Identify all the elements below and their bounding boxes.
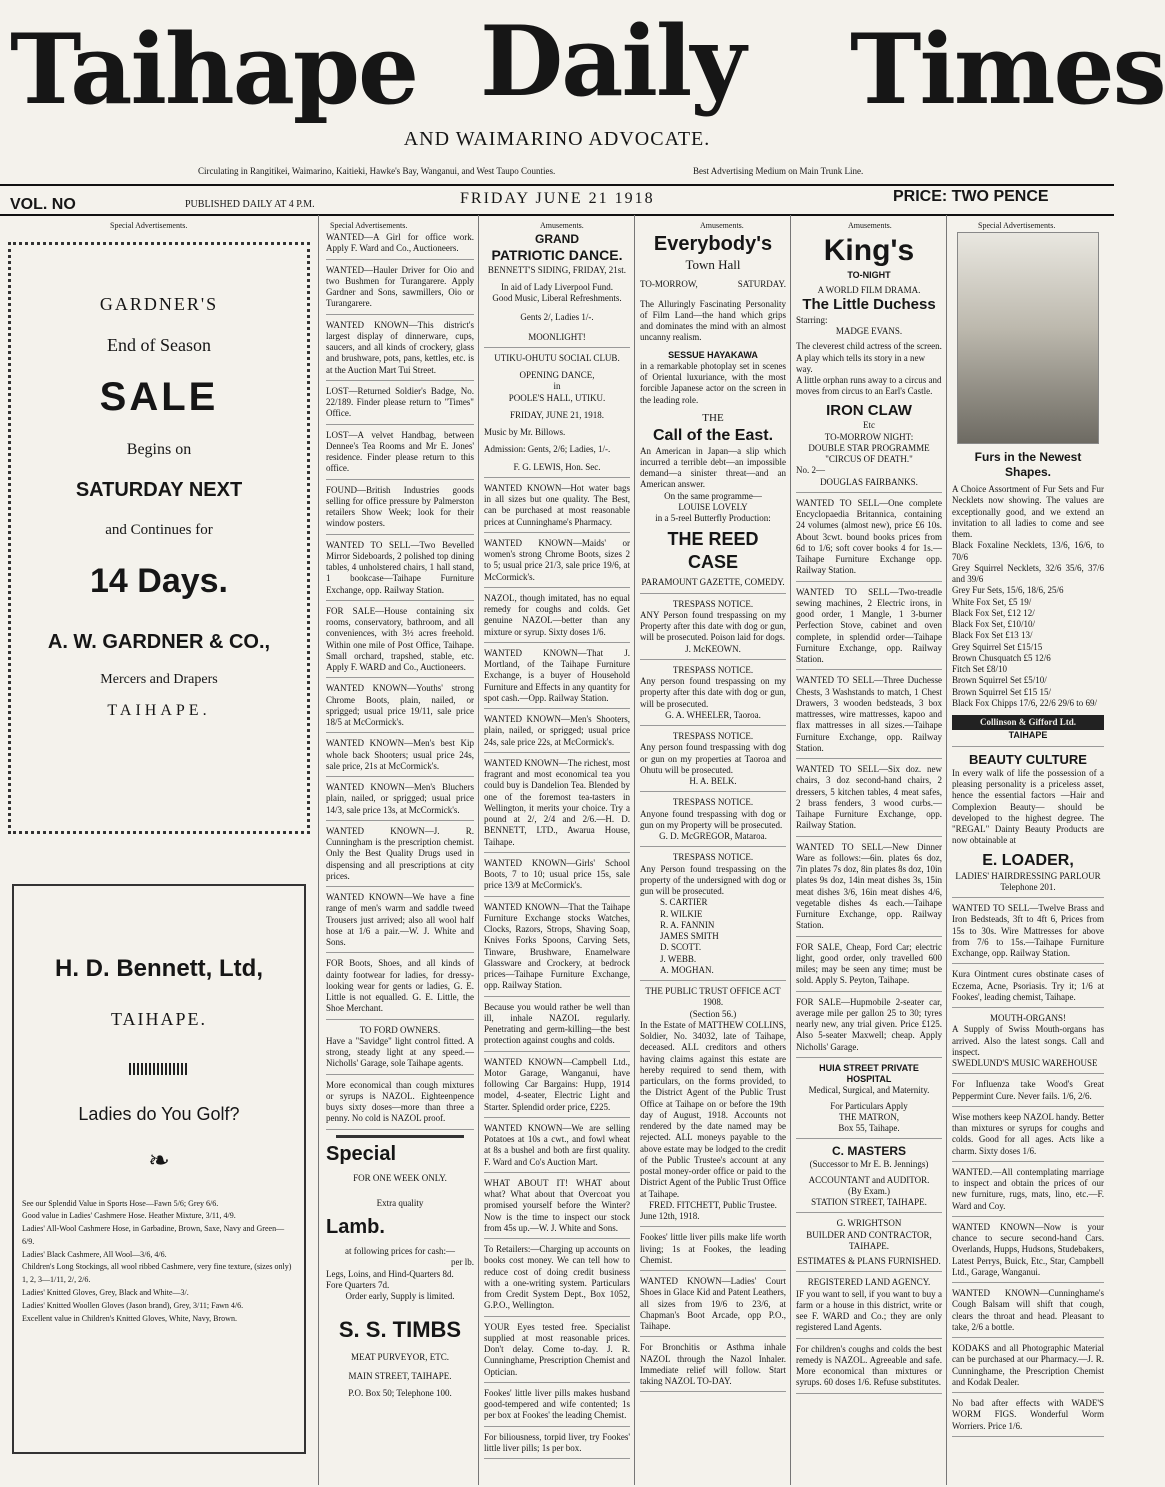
loader-sub: LADIES' HAIRDRESSING PARLOUR — [955, 870, 1101, 881]
play-desc: A play which tells its story in a new way. — [796, 352, 925, 374]
furs-item: Brown Squirrel Set £5/10/ — [952, 675, 1047, 686]
trust-date: June 12th, 1918. — [640, 1211, 700, 1221]
trust-title: THE PUBLIC TRUST OFFICE ACT 1908. — [645, 986, 781, 1008]
gardner-continues: and Continues for — [105, 522, 213, 538]
classified-ad: WANTED KNOWN—That the Taihape Furniture Exchange stocks Watches, Clocks, Razors, Strops, Shaving Soap, Knives Forks Spoons, Carving Sets, Tinware, Brushware, Enamelware Glassware and Crockery, at bedrock prices—Taihape Furniture Exchange, opp. Railway Station. — [484, 902, 630, 997]
bennett-item: Ladies' All-Wool Cashmere Hose, in Garbadine, Brown, Saxe, Navy and Green—6/9. — [22, 1224, 285, 1246]
classified-ad: WANTED KNOWN—Cunninghame's Cough Balsam will shift that cough, clears the throat and head. Pleasant to take, 2/6 a bottle. — [952, 1288, 1104, 1338]
classified-ad: WANTED KNOWN—This district's largest display of dinnerware, cups, saucers, and all kinds of crockery, glass and brushware, pots, pans, kettles, etc. is at the Auction Mart Tui Street. — [326, 320, 474, 381]
collinson-town: TAIHAPE — [1008, 730, 1048, 741]
classified-ad: LOST—A velvet Handbag, between Dennee's Tea Rooms and Mr E. Jones' residence. Finder please return to this office. — [326, 430, 474, 480]
gardner-days: 14 Days. — [90, 561, 228, 600]
classified-ad: FOR SALE—House containing six rooms, conservatory, bathroom, and all conveniences, with 3½ acres freehold. Within one mile of Post Office, Taihape. Small orchard, trapshed, stable, etc. Apply F. WARD and Co., Auctioneers. — [326, 606, 474, 679]
classified-ad: WANTED TO SELL—Twelve Brass and Iron Bedsteads, 3ft to 4ft 6, Prices from 15s to 30s. Wire Mattresses for above from 7/6 to 15s.—Taihape Furniture Exchange, opp. Railway Station. — [952, 903, 1104, 964]
hospital-box: Box 55, Taihape. — [838, 1123, 900, 1133]
classified-ad: WANTED KNOWN—That J. Mortland, of the Taihape Furniture Exchange, is a buyer of Household Furniture and Effects in any quantity for spot cash.—Opp. Railway Station. — [484, 648, 630, 709]
call-desc: An American in Japan—a slip which incurred a terrible debt—an impossible demand—a sinister threat—and an American answer. — [640, 445, 786, 490]
utiku-date: FRIDAY, JUNE 21, 1918. — [509, 409, 605, 420]
furs-item: Grey Squirrel Set £15/15 — [952, 641, 1043, 652]
timbs-trade: MEAT PURVEYOR, ETC. — [350, 1351, 450, 1362]
furs-ad — [952, 232, 1104, 747]
nazol-ad: More economical than cough mixtures or syrups is NAZOL. Eighteenpence buys sixty doses—more than three a penny. No cold is NAZOL proof. — [326, 1080, 474, 1130]
trespass-notice — [640, 852, 786, 981]
call-of-east: Call of the East. — [652, 426, 774, 444]
dance-gents: Gents 2/, Ladies 1/-. — [520, 312, 594, 323]
gazette: PARAMOUNT GAZETTE, COMEDY. — [641, 577, 785, 588]
column-2 — [326, 232, 474, 1480]
utiku-dance-ad — [484, 353, 630, 478]
dance-where: BENNETT'S SIDING, FRIDAY, 21st. — [487, 264, 627, 275]
column-head-6: Special Advertisements. — [978, 221, 1056, 230]
classified-ad: YOUR Eyes tested free. Specialist supplied at most reasonable prices. Don't delay. Come to-day. J. R. Cunninghame, Prescription Chemist and Optician. — [484, 1322, 630, 1383]
trust-body: In the Estate of MATTHEW COLLINS, Soldier, No. 34032, late of Taihape, deceased. ALL creditors and others having claims against this estate are hereby required to send them, with particulars, on the forms provided, to the District Agent of the Public Trust Office at Taihape on or before the 19th day of August, 1918. Accounts not rendered by the date named may be rejected. ALL moneys payable to the above estate may be lodged to the credit of the Public Trustee's account at any postal money-order office or paid to the District Agent of the Public Trust Office at Taihape. — [640, 1019, 786, 1199]
furs-item: Grey Fur Sets, 15/6, 18/6, 25/6 — [952, 585, 1064, 596]
trespass-body: Anyone found trespassing with dog or gun on my Property will be prosecuted. — [640, 808, 786, 830]
land-agency-ad — [796, 1277, 942, 1338]
classified-ad: FOR SALE, Cheap, Ford Car; electric light, good order, only travelled 600 miles; may be seen any time; must be sold. Apply S. Peyton, Taihape. — [796, 942, 942, 992]
wrightson-est: ESTIMATES & PLANS FURNISHED. — [797, 1256, 941, 1266]
tomorrow-label: TO-MORROW, — [640, 279, 698, 290]
classified-ad: Kura Ointment cures obstinate cases of Eczema, Acne, Psoriasis. Try it; 1/6 at Fookes', leading chemist, Taihape. — [952, 969, 1104, 1008]
trespass-sig: G. A. WHEELER, Taoroa. — [665, 709, 761, 720]
published-line: PUBLISHED DAILY AT 4 P.M. — [185, 199, 315, 210]
trespass-name: S. CARTIER — [660, 897, 708, 908]
classified-ad: WANTED TO SELL—Two-treadle sewing machines, 2 Electric irons, in good order, 1 Mangle, 1 3-burner Perfection Stove, cabinet and oven complete, in splendid order—Taihape Furniture Exchange, opp. Railway Station. — [796, 587, 942, 671]
tonight: TO-NIGHT — [847, 269, 891, 280]
masters-exam: (By Exam.) — [848, 1185, 890, 1196]
tomorrow-night: TO-MORROW NIGHT: — [824, 431, 914, 442]
no-2: No. 2— — [796, 465, 825, 476]
douglas-fairbanks: DOUGLAS FAIRBANKS. — [820, 476, 918, 487]
land-body: IF you want to sell, if you want to buy a farm or a house in this district, write or see F. WARD and Co.; they are only registered Land Agents. — [796, 1288, 942, 1333]
lamb-order: Order early, Supply is limited. — [345, 1291, 455, 1301]
etc: Etc — [863, 420, 875, 431]
hospital-ad — [796, 1063, 942, 1140]
masters-succ: (Successor to Mr E. B. Jennings) — [809, 1159, 929, 1170]
collinson-gifford-logo: Collinson & Gifford Ltd. — [952, 715, 1104, 730]
timbs-box: P.O. Box 50; Telephone 100. — [348, 1388, 452, 1399]
beauty-title: BEAUTY CULTURE — [969, 751, 1087, 767]
bennett-item: Ladies' Knitted Gloves, Grey, Black and White—3/. — [22, 1288, 189, 1298]
everybodys-intro: The Alluringly Fascinating Personality of Film Land—the hand which grips and dominates the mind with an almost uncanny realism. — [640, 298, 786, 343]
bennett-item: Ladies' Knitted Woollen Gloves (Jason brand), Grey, 3/11; Fawn 4/6. — [22, 1300, 244, 1310]
classified-ad: WANTED KNOWN—Men's Bluchers plain, nailed, or sprigged; usual price 14/3, sale price 13s, at McCormick's. — [326, 782, 474, 821]
grand-heading: GRAND — [535, 232, 579, 246]
classified-ad: WANTED—Hauler Driver for Oio and two Bushmen for Turangarere. Apply Gardner and Sons, sawmillers, Oio or Turangarere. — [326, 265, 474, 315]
fashion-illustration — [957, 232, 1099, 444]
dance-aid: In aid of Lady Liverpool Fund. — [501, 281, 613, 292]
classified-ad: WANTED KNOWN—Maids' or women's strong Chrome Boots, sizes 2 to 5; usual price 21/3, sale price 19/6, at McCormick's. — [484, 538, 630, 588]
classified-ad: WANTED KNOWN—We are selling Potatoes at 10s a cwt., and fowl wheat at 8s a bushel and both are first quality. F. Ward and Co's Auction Mart. — [484, 1123, 630, 1173]
classified-ad: LOST—Returned Soldier's Badge, No. 22/189. Finder please return to "Times" Office. — [326, 386, 474, 425]
classified-ad: WANTED TO SELL—Six doz. new chairs, 3 doz second-hand chairs, 2 dressers, 5 kitchen tables, 4 meat safes, 2 brass fenders, 3 wood curbs.—Taihape Furniture Exchange, opp. Railway Station. — [796, 764, 942, 837]
land-title: REGISTERED LAND AGENCY. — [807, 1277, 931, 1288]
loader-tel: Telephone 201. — [1000, 881, 1056, 892]
trespass-sig: G. D. McGREGOR, Mataroa. — [659, 831, 767, 841]
trust-section: (Section 56.) — [689, 1008, 737, 1019]
trespass-body: Any Person found trespassing on the property of the undersigned with dog or gun will be prosecuted. — [640, 863, 786, 896]
gardner-saturday: SATURDAY NEXT — [75, 479, 243, 501]
loader-name: E. LOADER, — [982, 851, 1074, 869]
kings-ad — [796, 232, 942, 493]
furs-item: Brown Chusquatch £5 12/6 — [952, 652, 1051, 663]
trespass-name: R. A. FANNIN — [660, 919, 715, 930]
classified-ad: For Influenza take Wood's Great Peppermint Cure. Never fails. 1/6, 2/6. — [952, 1079, 1104, 1107]
nazol-ad: For children's coughs and colds the best remedy is NAZOL. Agreeable and safe. More economical than mixtures or syrups. 60 doses 1/6. Refuse substitutes. — [796, 1344, 942, 1394]
mouth-store: SWEDLUND'S MUSIC WAREHOUSE — [952, 1058, 1098, 1068]
utiku-hall: POOLE'S HALL, UTIKU. — [508, 392, 606, 403]
bennett-item: See our Splendid Value in Sports Hose—Fawn 5/6; Grey 6/6. — [22, 1198, 219, 1208]
column-rule — [478, 215, 479, 1485]
utiku-opening: OPENING DANCE, — [519, 370, 595, 380]
star-desc: in a remarkable photoplay set in scenes of Oriental luxuriance, with the most forcible Japanese actor on the screen in the leading role. — [640, 360, 786, 405]
ford-title: TO FORD OWNERS. — [359, 1024, 441, 1035]
rule-top — [0, 184, 1114, 186]
trespass-name: J. WEBB. — [660, 953, 697, 964]
column-rule — [946, 215, 947, 1485]
trespass-title: TRESPASS NOTICE. — [672, 598, 754, 609]
patriotic-heading: PATRIOTIC DANCE. — [491, 247, 623, 263]
classified-ad: NAZOL, though imitated, has no equal remedy for coughs and colds. Get genuine NAZOL—better than any mixture or syrup. Sixty doses 1/6. — [484, 593, 630, 643]
classified-ad: Fookes' little liver pills makes husband good-tempered and wife contented; 1s per box at Fookes' the leading Chemist. — [484, 1388, 630, 1427]
kings-heading: King's — [823, 234, 915, 267]
trespass-name: R. WILKIE — [660, 908, 703, 919]
trespass-body: Any person found trespassing with dog or gun on my properties at Taoroa and Ohutu will be prosecuted. — [640, 742, 786, 775]
classified-ad: WANTED KNOWN—Girls' School Boots, 7 to 10; usual price 15s, sale price 13/9 at McCormick's. — [484, 858, 630, 897]
timbs-ad — [326, 1142, 474, 1400]
beauty-culture-ad — [952, 752, 1104, 899]
gardner-town: TAIHAPE. — [107, 701, 211, 719]
gardner-sale: SALE — [99, 375, 219, 419]
issue-date: FRIDAY JUNE 21 1918 — [460, 190, 655, 207]
trespass-title: TRESPASS NOTICE. — [672, 731, 754, 741]
circulating-line: Circulating in Rangitikei, Waimarino, Kaitieki, Hawke's Bay, Wanganui, and West Taupo Counties. — [198, 166, 556, 176]
lamb-prices-intro: at following prices for cash:— — [345, 1246, 455, 1256]
one-week-line: FOR ONE WEEK ONLY. — [353, 1172, 447, 1183]
trespass-name: D. SCOTT. — [660, 942, 702, 953]
classified-ad: WANTED TO SELL—Two Bevelled Mirror Sideboards, 2 polished top dining tables, 4 unholstered chairs, 1 hall stand, 1 bookcase—Taihape Furniture Exchange, opp. Railway Station. — [326, 540, 474, 601]
gardner-name: GARDNER'S — [99, 294, 219, 314]
masthead-subtitle: AND WAIMARINO ADVOCATE. — [403, 128, 711, 150]
advertising-line: Best Advertising Medium on Main Trunk Line. — [693, 166, 864, 176]
lamb-legs: Legs, Loins, and Hind-Quarters 8d. — [326, 1268, 454, 1279]
trespass-title: TRESPASS NOTICE. — [672, 797, 754, 808]
bennett-ad — [12, 884, 306, 1454]
classified-ad: WANTED—A Girl for office work. Apply F. Ward and Co., Auctioneers. — [326, 232, 474, 260]
classified-ad: WANTED.—All contemplating marriage to inspect and obtain the prices of our new furniture, rugs, mats, lino, etc.—F. Ward and Coy. — [952, 1167, 1104, 1217]
furs-item: Black Fox Set, £10/10/ — [952, 619, 1035, 629]
classified-ad: WANTED TO SELL—Three Duchesse Chests, 3 Washstands to match, 1 Chest Drawers, 3 wooden bedsteads, 3 box mattresses, wire mattresses, kapoo and flax mattresses in all sizes.—Taihape Furniture Exchange, opp. Railway Station. — [796, 675, 942, 759]
town-hall: Town Hall — [685, 257, 741, 272]
classified-ad: WHAT ABOUT IT! WHAT about what? What about that Overcoat you promised yourself before the Winter? Now is the time to inspect our stock from 45s up.—W. J. White and Sons. — [484, 1178, 630, 1239]
gardner-end-season: End of Season — [107, 334, 211, 355]
column-head-4: Amusements. — [700, 221, 744, 230]
film-drama: A WORLD FILM DRAMA. — [817, 284, 921, 295]
column-6 — [952, 232, 1104, 1480]
wrightson-name: G. WRIGHTSON — [836, 1218, 902, 1229]
furs-item: Brown Squirrel Set £15 15/ — [952, 686, 1051, 697]
mouth-title: MOUTH-ORGANS! — [990, 1013, 1066, 1023]
ornament-icon: ❧ — [148, 1146, 170, 1175]
furs-item: Black Fox Set, £12 12/ — [952, 607, 1035, 618]
utiku-in: in — [553, 381, 561, 392]
starring: Starring: — [796, 314, 828, 325]
special-heading: Special — [326, 1142, 397, 1165]
trespass-notice — [640, 797, 786, 847]
madge-evans: MADGE EVANS. — [835, 326, 903, 336]
orphan-desc: A little orphan runs away to a circus and moves from circus to an Earl's Castle. — [796, 375, 942, 397]
furs-intro: A Choice Assortment of Fur Sets and Fur Necklets now showing. The values are exceptionally good, and we extend an invitation to all ladies to come and see them. — [952, 484, 1104, 539]
utiku-sec: F. G. LEWIS, Hon. Sec. — [513, 461, 601, 472]
masters-role: ACCOUNTANT and AUDITOR. — [808, 1174, 930, 1185]
ford-ad — [326, 1025, 474, 1075]
bennett-item: Ladies' Black Cashmere, All Wool—3/6, 4/6. — [22, 1249, 167, 1259]
lamb-heading: Lamb. — [326, 1216, 385, 1238]
hospital-matron: THE MATRON, — [839, 1111, 899, 1122]
classified-ad: WANTED KNOWN—The richest, most fragrant and most economical tea you could buy is Dandelion Tea. Blended by one of the foremost tea-tasters in Wellington, it merits your choice. Try a pound at 2/, 2/4 and 2/6.—H. D. BENNETT, LTD., Awarua House, Taihape. — [484, 758, 630, 853]
divider — [336, 1135, 464, 1138]
circus-of-death: "CIRCUS OF DEATH." — [825, 454, 913, 464]
bennett-town: TAIHAPE. — [110, 1009, 208, 1029]
golf-heading: Ladies do You Golf? — [78, 1103, 240, 1124]
trespass-sig: H. A. BELK. — [689, 776, 737, 786]
trespass-notice — [640, 599, 786, 660]
saturday-label: SATURDAY. — [737, 279, 786, 290]
hospital-apply: For Particulars Apply — [830, 1100, 908, 1111]
trespass-notice — [640, 665, 786, 726]
masthead-times: Times — [850, 13, 1165, 126]
hospital-sub: Medical, Surgical, and Maternity. — [808, 1085, 930, 1096]
everybodys-ad — [640, 232, 786, 594]
classified-ad: Because you would rather be well than ill, inhale NAZOL regularly. Penetrating and germ-killing—the best protection against coughs and colds. — [484, 1002, 630, 1052]
column-rule — [790, 215, 791, 1485]
the-word: THE — [702, 411, 724, 424]
masthead-daily: Daily — [480, 5, 745, 118]
beauty-body: In every walk of life the possession of a pleasing personality is a priceless asset, hence the essential factors —Hair and Complexion Beauty— should be developed to the highest degree. The "REGAL" Dainty Beauty Products are now obtainable at — [952, 767, 1104, 846]
masters-addr: STATION STREET, TAIHAPE. — [811, 1197, 927, 1207]
column-5 — [796, 232, 942, 1480]
ford-body: Have a "Savidge" light control fitted. A strong, steady light at any speed.—Nicholls' Garage, sole Taihape agents. — [326, 1035, 474, 1069]
furs-item: Grey Squirrel Necklets, 32/6 35/6, 37/6 and 39/6 — [952, 562, 1104, 584]
little-duchess: The Little Duchess — [802, 296, 936, 313]
furs-title: Furs in the Newest Shapes. — [974, 450, 1082, 479]
public-trust-notice — [640, 986, 786, 1227]
classified-ad: WANTED KNOWN—Campbell Ltd., Motor Garage, Wanganui, have following Car Bargains: Hupp, 1914 model, 4-seater, Electric Light and Starter. Splendid order price, £225. — [484, 1057, 630, 1118]
gardner-mercers: Mercers and Drapers — [100, 672, 218, 688]
clever-actress: The cleverest child actress of the screen. — [796, 341, 942, 352]
classified-ad: For Bronchitis or Asthma inhale NAZOL through the Nazol Inhaler. Immediate relief will follow. Start taking NAZOL TO-DAY. — [640, 1342, 786, 1392]
column-1 — [0, 232, 316, 1480]
masters-ad — [796, 1144, 942, 1213]
dance-good: Good Music, Liberal Refreshments. — [492, 293, 622, 303]
everybodys-heading: Everybody's — [653, 233, 773, 255]
column-head-2: Special Advertisements. — [330, 221, 408, 230]
wrightson-ad — [796, 1218, 942, 1272]
dance-moon: MOONLIGHT! — [528, 331, 586, 342]
hospital-title: HUIA STREET PRIVATE HOSPITAL — [819, 1062, 919, 1084]
masters-name: C. MASTERS — [831, 1144, 906, 1159]
trespass-name: A. MOGHAN. — [660, 964, 714, 975]
trespass-body: ANY Person found trespassing on my Property after this date with dog or gun, will be prosecuted. Poison laid for dogs. — [640, 609, 786, 643]
timbs-name: S. S. TIMBS — [338, 1317, 462, 1343]
classified-ad: FOUND—British Industries goods selling for office pressure by Palmerston retailers Show Week; look for their window posters. — [326, 485, 474, 535]
classified-ad: WANTED KNOWN—Men's best Kip whole back Shooters; usual price 24s, sale price, 21s at McCormick's. — [326, 738, 474, 777]
classified-ad: Fookes' little liver pills make life worth living; 1s at Fookes, the leading Chemist. — [640, 1232, 786, 1271]
furs-item: Fitch Set £8/10 — [952, 664, 1008, 674]
reed-case: THE REED CASE — [667, 529, 759, 572]
louise-lovely: LOUISE LOVELY — [678, 501, 748, 512]
classified-ad: KODAKS and all Photographic Material can be purchased at our Pharmacy.—J. R. Cunninghame, the Prescription Chemist and Kodak Dealer. — [952, 1343, 1104, 1393]
trespass-sig: J. McKEOWN. — [685, 643, 741, 654]
bennett-item: Excellent value in Children's Knitted Gloves, White, Navy, Brown. — [22, 1313, 237, 1323]
utiku-club: UTIKU-OHUTU SOCIAL CLUB. — [494, 352, 620, 363]
furs-item: Black Fox Set £13 13/ — [952, 630, 1033, 641]
classified-ad: For biliousness, torpid liver, try Fookes' little liver pills; 1s per box. — [484, 1432, 630, 1460]
trust-sig: FRED. FITCHETT, Public Trustee. — [649, 1199, 777, 1210]
column-rule — [318, 215, 319, 1485]
wrightson-role: BUILDER AND CONTRACTOR, TAIHAPE. — [806, 1229, 932, 1251]
column-rule — [634, 215, 635, 1485]
classified-ad: To Retailers:—Charging up accounts on books cost money. We can tell how to reduce cost of doing credit business with a one-writing system. Particulars from Credit System Dept., Box 1052, G.P.O., Wellington. — [484, 1244, 630, 1317]
column-4 — [640, 232, 786, 1480]
timbs-street: MAIN STREET, TAIHAPE. — [348, 1371, 452, 1381]
lamb-fore: Fore Quarters 7d. — [326, 1279, 390, 1290]
trespass-title: TRESPASS NOTICE. — [672, 664, 754, 675]
gardner-ad — [8, 242, 310, 834]
classified-ad: WANTED KNOWN—Hot water bags in all sizes but one quality. The Best, can be purchased at most reasonable prices at Cunninghame's Pharmacy. — [484, 483, 630, 533]
classified-ad: WANTED KNOWN—Men's Shooters, plain, nailed, or sprigged; usual price 24s, sale price 22s, at McCormick's. — [484, 714, 630, 753]
classified-ad: FOR SALE—Hupmobile 2-seater car, average mile per gallon 25 to 30; tyres nearly new, any trial given. Price £125. Also 5-seater Maxwell; cheap. Apply Nicholls' Garage. — [796, 997, 942, 1058]
classified-ad: FOR Boots, Shoes, and all kinds of dainty footwear for ladies, for dressy-looking wear for gents or ladies, G. E. Little is not equalled. G. E. Little, the Shoe Merchant. — [326, 958, 474, 1019]
gardner-company: A. W. GARDNER & CO., — [47, 631, 271, 654]
trespass-name: JAMES SMITH — [660, 931, 719, 941]
trespass-body: Any person found trespassing on my property after this date with dog or gun, will be prosecuted. — [640, 676, 786, 709]
mouth-body: A Supply of Swiss Mouth-organs has arrived. Also the latest songs. Call and inspect. — [952, 1024, 1104, 1057]
column-head-1: Special Advertisements. — [110, 221, 188, 230]
classified-ad: WANTED KNOWN—Youths' strong Chrome Boots, plain, nailed, or sprigged; usual price 19/11, sale price 18/5 at McCormick's. — [326, 683, 474, 733]
masthead-taihape: Taihape — [10, 13, 418, 126]
classified-ad: WANTED KNOWN—We have a fine range of men's warm and saddle tweed Trousers just arrived; also all wool half hose at 1/6 a pair.—W. J. White and Sons. — [326, 892, 474, 953]
iron-claw: IRON CLAW — [826, 401, 912, 419]
furs-item: White Fox Set, £5 19/ — [952, 596, 1032, 607]
utiku-admission: Admission: Gents, 2/6; Ladies, 1/-. — [484, 444, 611, 455]
lamb-per-lb: per lb. — [451, 1257, 474, 1268]
extra-quality: Extra quality — [376, 1197, 424, 1208]
star-name: SESSUE HAYAKAWA — [668, 349, 758, 360]
bennett-name: H. D. Bennett, Ltd, — [55, 955, 263, 982]
furs-item: Black Foxaline Necklets, 13/6, 16/6, to 70/6 — [952, 540, 1104, 562]
classified-ad: WANTED TO SELL—One complete Encyclopaedia Britannica, containing 24 volumes (almost new), price £6 10s. About 3cwt. bound books prices from 6d to 1/6; soft cover books 4 for 1s.—Taihape Furniture Exchange opp. Railway Station. — [796, 498, 942, 582]
classified-ad: Wise mothers keep NAZOL handy. Better than mixtures or syrups for coughs and colds. Good for all ages. Acts like a charm. Sixty doses 1/6. — [952, 1112, 1104, 1162]
issue-price: PRICE: TWO PENCE — [893, 188, 1049, 205]
bennett-item: Children's Long Stockings, all wool ribbed Cashmere, very fine texture, (sizes only) 1, 2, 3—1/11, 2/, 2/6. — [22, 1262, 292, 1285]
trespass-notice — [640, 731, 786, 792]
bennett-list — [22, 1198, 296, 1326]
patriotic-dance-ad — [484, 232, 630, 348]
classified-ad: WANTED TO SELL—New Dinner Ware as follows:—6in. plates 6s doz, 7in plates 7s doz, 8in plates 8s doz, 10in plates 9s doz, 14in meat dishes 3s, 15in meat dishes 3/6, 16in meat dishes 4/6, vegetable dishes 4s each.—Taihape Furniture Exchange, opp. Railway Station. — [796, 842, 942, 937]
bennett-item: Good value in Ladies' Cashmere Hose. Heather Mixture, 3/11, 4/9. — [22, 1211, 236, 1221]
classified-ad: WANTED KNOWN—Now is your chance to secure second-hand Cars. Overlands, Hupps, Hudsons, Studebakers, Latest Perrys, Buick, Etc., Star, Campbell Ltd., Garage, Wanganui. — [952, 1222, 1104, 1283]
column-head-5: Amusements. — [848, 221, 892, 230]
volume-number: VOL. NO — [10, 196, 76, 213]
same-programme: On the same programme— — [664, 490, 762, 501]
column-3 — [484, 232, 630, 1480]
trespass-title: TRESPASS NOTICE. — [672, 852, 754, 863]
classified-ad: WANTED KNOWN—J. R. Cunningham is the prescription chemist. Only the Best Quality Drugs used in dispensing and all prescriptions at city prices. — [326, 826, 474, 887]
butterfly: in a 5-reel Butterfly Production: — [655, 513, 771, 523]
mouth-organs-ad — [952, 1013, 1104, 1074]
furs-item: Black Fox Chipps 17/6, 22/6 29/6 to 69/ — [952, 697, 1098, 708]
double-star: DOUBLE STAR PROGRAMME — [808, 442, 930, 453]
ornament-bars — [129, 1063, 189, 1075]
column-head-3: Amusements. — [540, 221, 584, 230]
utiku-music: Music by Mr. Billows. — [484, 427, 566, 437]
classified-ad: WANTED KNOWN—Ladies' Court Shoes in Glace Kid and Patent Leathers, all sizes from 19/6 to 23/6, at Chapman's Boot Arcade, opp P.O., Taihape. — [640, 1276, 786, 1337]
classified-ad: No bad after effects with WADE'S WORM FIGS. Wonderful Worm Worriers. Price 1/6. — [952, 1398, 1104, 1437]
gardner-begins: Begins on — [126, 441, 192, 458]
